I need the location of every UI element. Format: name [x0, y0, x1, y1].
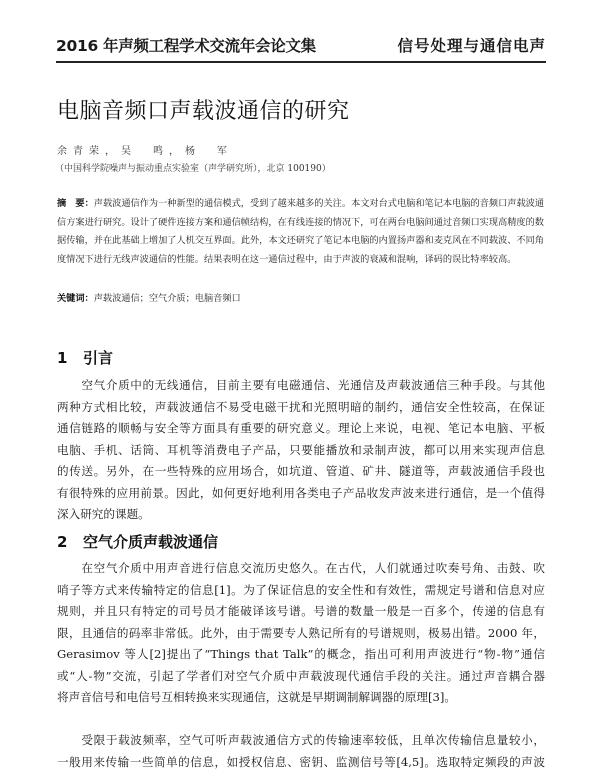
text-line: 有很特殊的应用前景。因此，如何更好地利用各类电子产品收发声波来进行通信，是一个值得: [57, 485, 545, 500]
section-title: 空气介质声载波通信: [83, 533, 219, 551]
section2-paragraph: [57, 558, 545, 709]
keywords: [57, 290, 241, 304]
proceedings-title: 2016 年声频工程学术交流年会论文集: [56, 37, 316, 55]
section-number: 1: [57, 349, 68, 367]
text-line: 电脑、手机、话筒、耳机等消费电子产品，只要能播放和录制声波，都可以用来实现声信息: [57, 442, 545, 457]
text-line: Gerasimov 等人[2]提出了“Things that Talk”的概念，指出可利用声波进行“物-物”通信: [57, 647, 545, 661]
text-line: 将声音信号和电信号互相转换来实现通信，这就是早期调制解调器的原理[3]。: [57, 690, 457, 704]
text-line: 一般用来传输一些简单的信息，如授权信息、密钥、监测信号等[4,5]。选取特定频段的声波: [57, 754, 545, 769]
text-line: 的传送。另外，在一些特殊的应用场合，如坑道、管道、矿井、隧道等，声载波通信手段也: [57, 464, 545, 478]
text-line: 规则，并且只有特定的司号员才能破译该号谱。号谱的数量一般是一百多个，传递的信息有: [57, 604, 545, 618]
section-number: 2: [57, 533, 68, 551]
text-line: 两种方式相比较，声载波通信不易受电磁干扰和光照明暗的制约，通信安全性较高，在保证: [57, 399, 545, 414]
introduction-paragraph: [57, 375, 545, 526]
section2-paragraph-2: [57, 730, 545, 773]
abstract-text: 声载波通信作为一种新型的通信模式，受到了越来越多的关注。本文对台式电脑和笔记本电脑的音频口声载波通信方案进行研究。设计了硬件连接方案和通信帧结构，在有线连接的情况下，可在两台电脑间通过音频口实现高精度的数据传输，并在此基础上增加了人机交互界面。此外，本文还研究了笔记本电脑的内置扬声器和麦克风在不同载波、不同角度情况下进行无线声波通信的性能。结果表明在这一通信过程中，由于声波的衰减和混响，译码的误比特率较高。: [57, 198, 545, 265]
paper-title: 电脑音频口声载波通信的研究: [57, 99, 350, 124]
text-line: 通信链路的顺畅与安全等方面具有重要的研究意义。理论上来说，电视、笔记本电脑、平板: [57, 421, 545, 435]
text-line: 限，且通信的码率非常低。此外，由于需要专人熟记所有的号谱规则，极易出错。2000 年，: [57, 625, 545, 640]
running-header: [56, 34, 546, 60]
keywords-label: 关键词：: [57, 293, 94, 304]
section-heading-introduction: [57, 347, 113, 368]
text-line: 受限于载波频率，空气可听声载波通信方式的传输速率较低，且单次传输信息量较小，: [57, 733, 545, 747]
text-line: 哨子等方式来传输特定的信息[1]。为了保证信息的安全性和有效性，需规定号谱和信息对应: [57, 582, 545, 597]
abstract: [57, 195, 544, 269]
section-category: 信号处理与通信电声: [397, 37, 546, 55]
authors: 余青荣，吴 鸣，杨 军: [57, 146, 233, 157]
section-heading-air-medium: [57, 531, 218, 552]
text-line: 或“人-物”交流，引起了学者们对空气介质中声载波现代通信手段的关注。通过声音耦合器: [57, 668, 545, 683]
text-line: 深入研究的课题。: [57, 507, 150, 521]
keywords-text: 声载波通信；空气介质；电脑音频口: [93, 293, 241, 304]
text-line: 空气介质中的无线通信，目前主要有电磁通信、光通信及声载波通信三种手段。与其他: [57, 378, 545, 392]
text-line: 在空气介质中用声音进行信息交流历史悠久。在古代，人们就通过吹奏号角、击鼓、吹: [57, 561, 545, 575]
header-rule: [56, 61, 546, 63]
abstract-label: 摘 要：: [57, 198, 94, 209]
section-title: 引言: [83, 349, 114, 367]
affiliation: （中国科学院噪声与振动重点实验室（声学研究所），北京 100190）: [55, 164, 331, 174]
